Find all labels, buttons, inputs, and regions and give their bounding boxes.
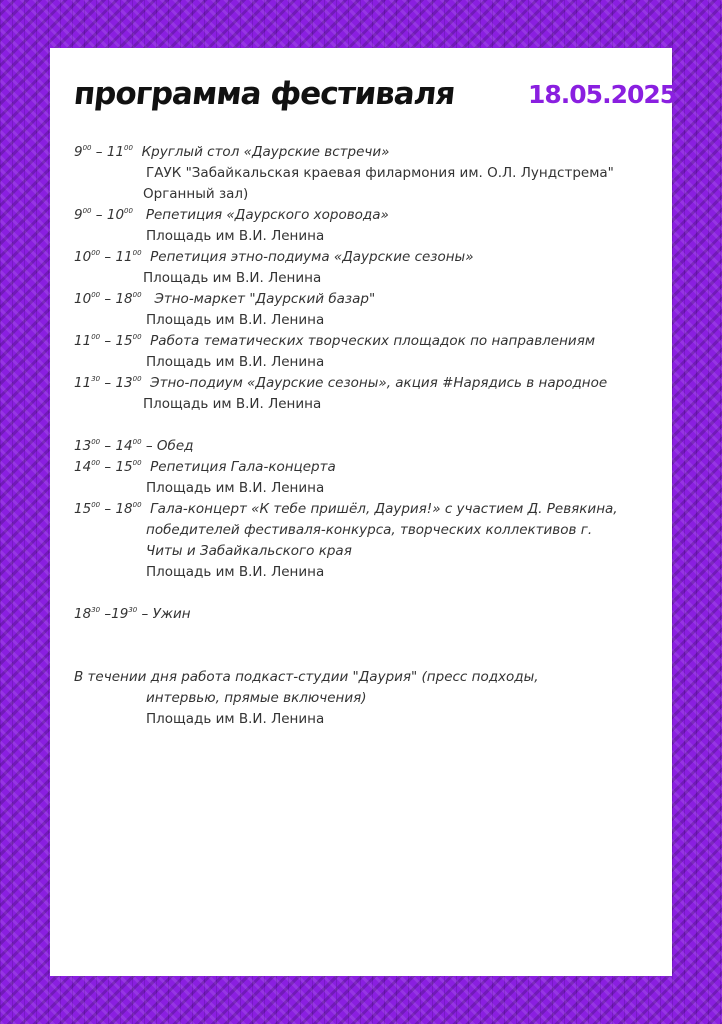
event-title: Репетиция «Даурского хоровода»	[145, 207, 389, 223]
start-minutes: 00	[82, 144, 92, 152]
program-item: $13^{00} - 14^{00}$ – Обед	[74, 438, 194, 454]
program-item: $9^{00} - 11^{00}$ Круглый стол «Даурские встречи»	[74, 144, 390, 160]
program-item: $14^{00} - 15^{00}$ Репетиция Гала-концерта	[74, 459, 336, 475]
start-hour: 9	[74, 207, 83, 223]
program-sheet	[50, 48, 677, 976]
program-item: $10^{00} - 11^{00}$ Репетиция этно-подиума «Даурские сезоны»	[74, 249, 474, 265]
program-item: $11^{30} - 13^{00}$ Этно-подиум «Даурские сезоны», акция #Нарядись в народное	[74, 375, 608, 391]
event-title: Круглый стол «Даурские встречи»	[141, 144, 390, 160]
end-minutes: 30	[128, 606, 138, 614]
start-minutes: 00	[91, 291, 101, 299]
program-item: $11^{00} - 15^{00}$ Работа тематических творческих площадок по направлениям	[74, 333, 596, 349]
event-title: Работа тематических творческих площадок по направлениям	[150, 333, 596, 349]
program-item: $15^{00} - 18^{00}$ Гала-концерт «К тебе пришёл, Даурия!» с участием Д. Ревякина,	[74, 501, 618, 517]
start-hour: 9	[74, 144, 83, 160]
event-title: Этно-подиум «Даурские сезоны», акция #Нарядись в народное	[150, 375, 608, 391]
end-minutes: 00	[132, 501, 142, 509]
program-item: $10^{00} - 18^{00}$ Этно-маркет "Даурский базар"	[74, 291, 376, 307]
start-minutes: 00	[91, 333, 101, 341]
start-minutes: 30	[91, 375, 101, 383]
start-hour: 10	[74, 291, 92, 307]
end-minutes: 00	[124, 144, 133, 152]
start-hour: 11	[74, 375, 92, 391]
end-minutes: 00	[132, 291, 142, 299]
start-minutes: 00	[91, 459, 101, 467]
event-title: Этно-маркет "Даурский базар"	[154, 291, 376, 307]
start-minutes: 00	[82, 207, 92, 215]
event-title: Обед	[156, 438, 194, 454]
start-minutes: 00	[91, 501, 101, 509]
end-hour: 11	[115, 249, 133, 265]
start-minutes: 00	[91, 249, 101, 257]
spacer	[74, 583, 664, 604]
start-hour: 10	[74, 249, 92, 265]
program-item: $9^{00} - 10^{00}$ Репетиция «Даурского хоровода»	[74, 207, 389, 223]
page-title: программа фестиваля	[72, 76, 457, 112]
event-venue: Площадь им В.И. Ленина	[146, 312, 325, 328]
event-title: Репетиция этно-подиума «Даурские сезоны»	[150, 249, 474, 265]
program-list	[74, 142, 664, 730]
event-title-continued: Читы и Забайкальского края	[146, 543, 352, 559]
end-hour: 11	[106, 144, 125, 160]
end-hour: 13	[115, 375, 133, 391]
spacer	[74, 415, 664, 436]
event-venue: Площадь им В.И. Ленина	[146, 354, 325, 370]
start-minutes: 30	[91, 606, 101, 614]
event-venue: ГАУК "Забайкальская краевая филармония им. О.Л. Лундстрема"	[146, 165, 614, 181]
festival-date: 18.05.2025	[528, 80, 677, 109]
end-minutes: 00	[132, 333, 142, 341]
event-venue: Площадь им В.И. Ленина	[146, 564, 325, 580]
end-hour: 15	[115, 333, 133, 349]
start-hour: 13	[74, 438, 92, 454]
event-venue-continued: Органный зал)	[143, 186, 249, 202]
end-hour: 15	[115, 459, 133, 475]
footer-note: В течении дня работа подкаст-студии "Даурия" (пресс подходы,	[74, 669, 539, 685]
end-minutes: 00	[124, 207, 133, 215]
event-title: Репетиция Гала-концерта	[150, 459, 336, 475]
end-hour: 10	[106, 207, 125, 223]
start-minutes: 00	[91, 438, 101, 446]
end-hour: 18	[115, 501, 133, 517]
event-venue: Площадь им В.И. Ленина	[143, 396, 322, 412]
spacer	[74, 625, 664, 667]
end-hour: 14	[115, 438, 133, 454]
event-title: Ужин	[152, 606, 191, 622]
start-hour: 14	[74, 459, 92, 475]
event-title-continued: победителей фестиваля-конкурса, творческих коллективов г.	[146, 522, 593, 538]
footer-note-continued: интервью, прямые включения)	[146, 690, 367, 706]
event-venue: Площадь им В.И. Ленина	[146, 480, 325, 496]
event-title: Гала-концерт «К тебе пришёл, Даурия!» с участием Д. Ревякина,	[150, 501, 618, 517]
footer-venue: Площадь им В.И. Ленина	[146, 711, 325, 727]
end-minutes: 00	[132, 375, 142, 383]
end-minutes: 00	[132, 459, 142, 467]
end-hour: 18	[115, 291, 133, 307]
start-hour: 15	[74, 501, 92, 517]
event-venue: Площадь им В.И. Ленина	[146, 228, 325, 244]
program-item: $18^{30}$ $-19^{30}$ – Ужин	[74, 606, 191, 622]
start-hour: 11	[74, 333, 92, 349]
end-minutes: 00	[132, 438, 142, 446]
end-hour: 19	[111, 606, 129, 622]
start-hour: 18	[74, 606, 92, 622]
event-venue: Площадь им В.И. Ленина	[143, 270, 322, 286]
end-minutes: 00	[132, 249, 142, 257]
